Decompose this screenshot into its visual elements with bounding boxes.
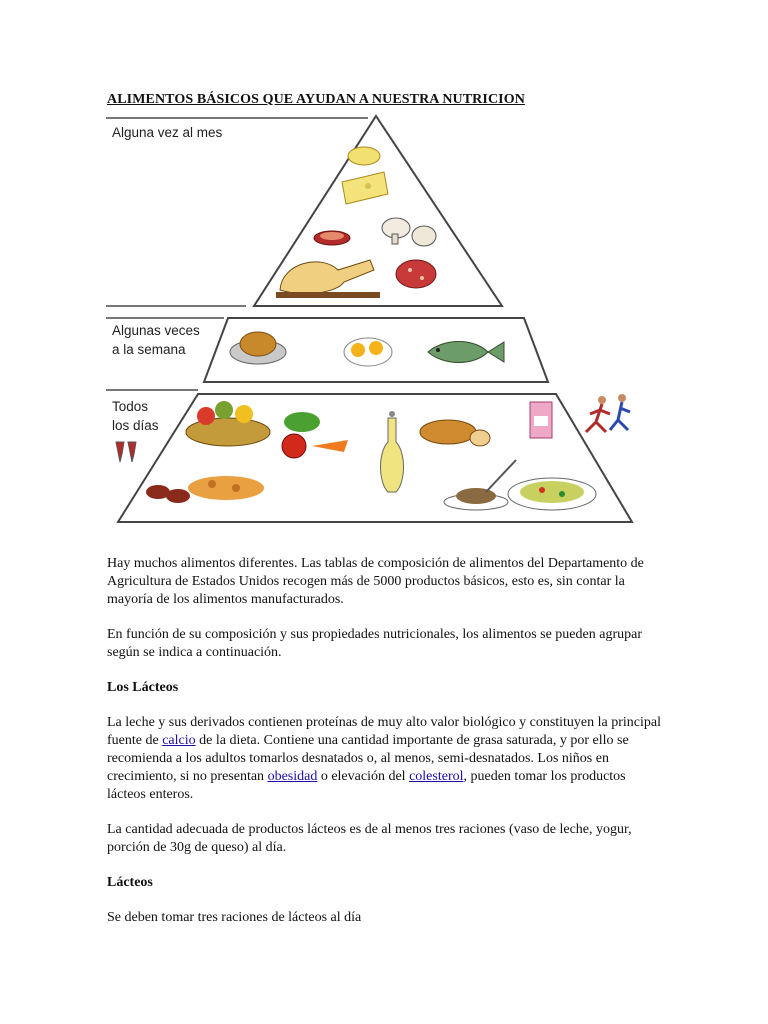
obesidad-link[interactable]: obesidad xyxy=(267,769,318,784)
text-segment: de la dieta. Contiene una cantidad importante de grasa saturada, y por ello se recomienda a los adultos tomarlos desnatados o, al menos, semi-desnatados. Los niños en crecimiento, si no presentan xyxy=(107,733,629,784)
pyramid-label-top: Alguna vez al mes xyxy=(112,125,223,140)
calcio-link[interactable]: calcio xyxy=(162,733,196,748)
pyramid-label-bottom-2: los días xyxy=(112,418,159,433)
wine-icon xyxy=(116,442,136,462)
pyramid-label-middle-2: a la semana xyxy=(112,342,186,357)
egg-icon xyxy=(344,338,392,366)
article-body xyxy=(107,555,667,944)
colesterol-link[interactable]: colesterol xyxy=(409,769,464,784)
pyramid-label-middle-1: Algunas veces xyxy=(112,323,200,338)
paragraph-grouping: En función de su composición y sus propiedades nutricionales, los alimentos se pueden agrupar según se indica a continuación. xyxy=(107,627,642,660)
text-segment: , pueden tomar los productos lácteos enteros. xyxy=(107,769,626,802)
heading-lacteos: Lácteos xyxy=(107,875,153,890)
text-segment: La leche y sus derivados contienen proteínas de muy alto valor biológico y constituyen la principal fuente de xyxy=(107,715,662,748)
food-pyramid-diagram xyxy=(106,112,646,527)
paragraph-intro: Hay muchos alimentos diferentes. Las tablas de composición de alimentos del Departamento de Agricultura de Estados Unidos recogen más de 5000 productos básicos, esto es, sin contar la mayoría de los alimentos manufacturados. xyxy=(107,556,644,607)
runners-icon xyxy=(586,394,630,432)
sausage-icon xyxy=(396,260,436,288)
paragraph-lacteos xyxy=(107,714,667,804)
heading-los-lacteos: Los Lácteos xyxy=(107,680,179,695)
paragraph-cantidad: La cantidad adecuada de productos lácteos es de al menos tres raciones (vaso de leche, yogur, porción de 30g de queso) al día. xyxy=(107,822,632,855)
page-title: ALIMENTOS BÁSICOS QUE AYUDAN A NUESTRA NUTRICION xyxy=(107,92,525,107)
milk-glass-icon xyxy=(530,402,552,438)
meat-icon xyxy=(314,231,350,245)
pyramid-label-bottom-1: Todos xyxy=(112,399,149,414)
paragraph-raciones: Se deben tomar tres raciones de lácteos al día xyxy=(107,910,362,925)
rice-dish-icon xyxy=(508,478,596,510)
text-segment: o elevación del xyxy=(317,769,410,784)
